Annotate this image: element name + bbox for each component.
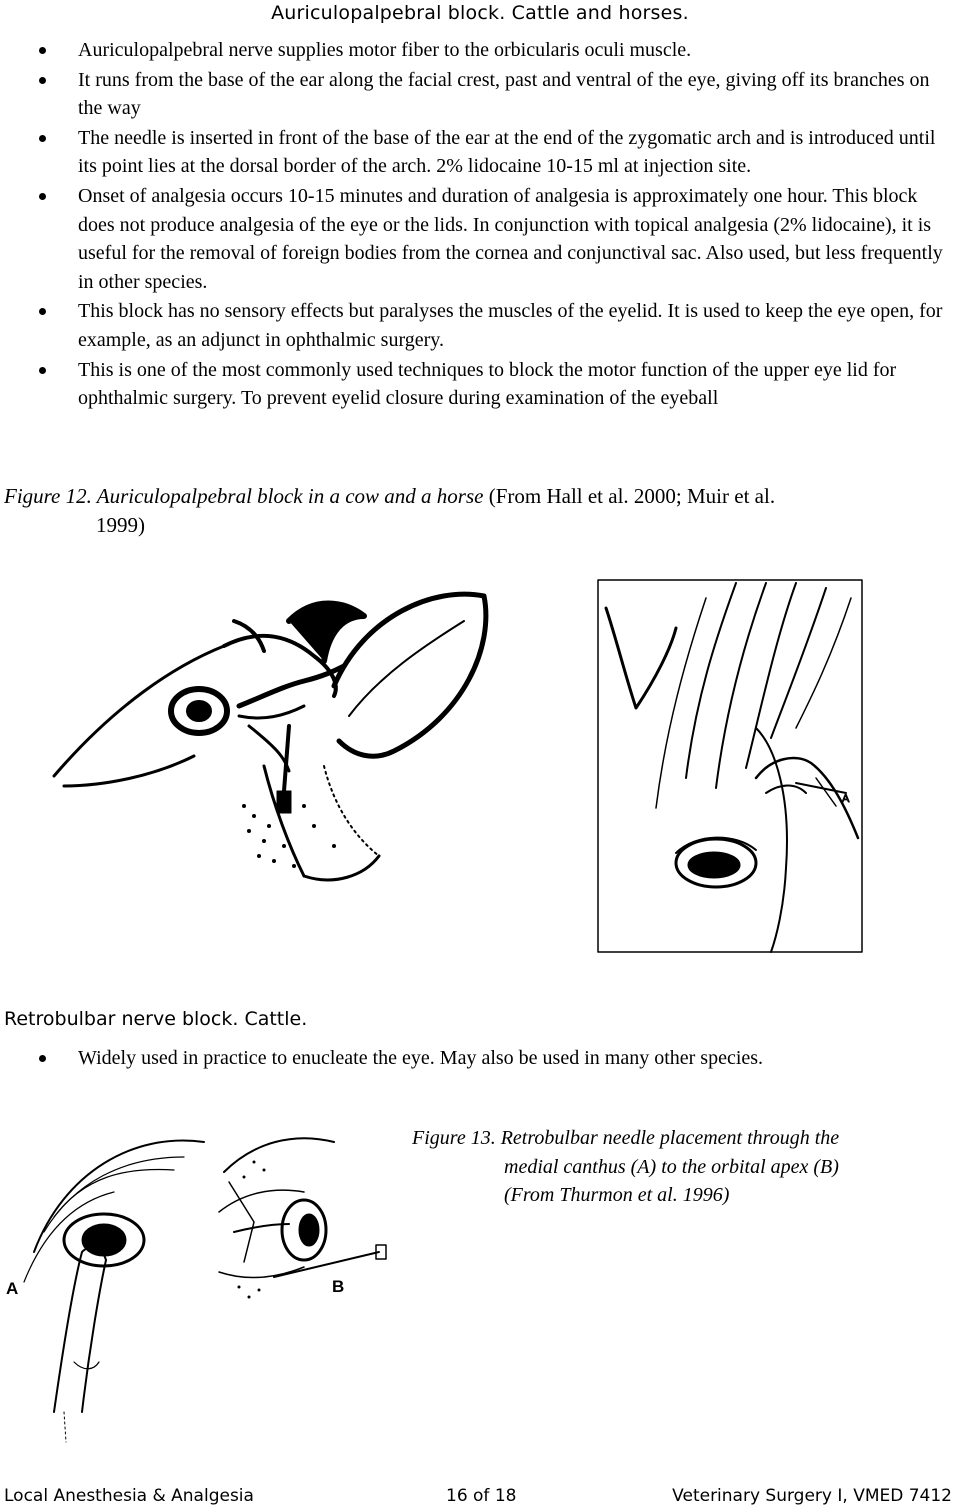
figure-13-caption-line2: medial canthus (A) to the orbital apex (B) [504,1155,839,1178]
page-header-title: Auriculopalpebral block. Cattle and horses. [271,2,689,24]
footer-course-code: Veterinary Surgery I, VMED 7412 [672,1486,952,1506]
bullet-list [0,36,958,414]
bullet-text: It runs from the base of the ear along the facial crest, past and ventral of the eye, giving off its branches on the way [78,68,930,120]
horse-head-illustration [596,578,864,954]
bullet-icon [39,47,46,54]
cow-head-illustration [34,576,494,906]
bullet-icon [39,308,46,315]
retrobulbar-illustration [4,1112,392,1452]
list-item [0,356,958,413]
figure-label-a: A [6,1279,19,1298]
figure-12-caption-source: (From Hall et al. 2000; Muir et al. [488,484,776,508]
list-item [0,66,958,123]
list-item [0,1044,958,1073]
bullet-text: Onset of analgesia occurs 10-15 minutes and duration of analgesia is approximately one hour. This block does not produce analgesia of the eye or the lids. In conjunction with topical analgesia (2% lidocaine), it is useful for the removal of foreign bodies from the cornea and conjunctival sac. Also used, but less frequently in other species. [78,184,943,293]
bullet-icon [39,1055,46,1062]
bullet-text: This block has no sensory effects but paralyses the muscles of the eyelid. It is used to keep the eye open, for example, as an adjunct in ophthalmic surgery. [78,300,943,351]
figure-13-caption-line1: Figure 13. Retrobulbar needle placement through the [412,1127,840,1149]
bullet-text: The needle is inserted in front of the base of the ear at the end of the zygomatic arch and is introduced until its point lies at the dorsal border of the arch. 2% lidocaine 10-15 ml at injection site. [78,126,936,178]
bullet-text: Auriculopalpebral nerve supplies motor fiber to the orbicularis oculi muscle. [78,39,692,61]
figure-13-caption [412,1124,952,1210]
figure-label-b: B [332,1277,345,1296]
bullet-icon [39,77,46,84]
bullet-text: Widely used in practice to enucleate the eye. May also be used in many other species. [78,1047,764,1069]
list-item [0,36,958,65]
bullet-icon [39,367,46,374]
page-footer [4,1486,952,1510]
figure-12-caption [4,482,954,540]
horse-figure-label: A [842,793,850,805]
list-item [0,124,958,181]
figure-12-caption-title: Figure 12. Auriculopalpebral block in a cow and a horse [4,484,484,508]
list-item [0,182,958,296]
bullet-list-2 [0,1044,958,1073]
section-heading: Retrobulbar nerve block. Cattle. [4,1008,308,1030]
footer-page-number: 16 of 18 [446,1486,517,1506]
footer-course-title: Local Anesthesia & Analgesia [4,1486,254,1506]
bullet-icon [39,193,46,200]
list-item [0,297,958,354]
figure-13-caption-line3: (From Thurmon et al. 1996) [504,1184,730,1207]
bullet-text: This is one of the most commonly used techniques to block the motor function of the upper eye lid for ophthalmic surgery. To prevent eyelid closure during examination of the eyeball [78,358,897,410]
bullet-icon [39,135,46,142]
figure-12-caption-year: 1999) [96,513,145,537]
